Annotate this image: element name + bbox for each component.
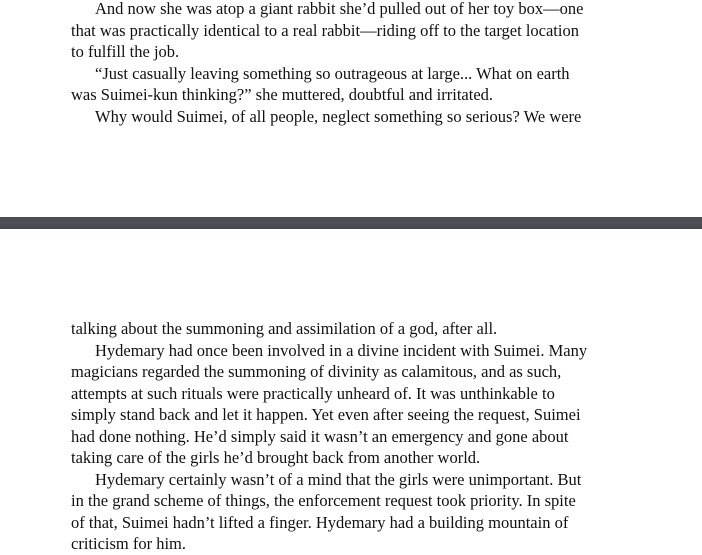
page-bottom-text bbox=[71, 318, 631, 555]
text-line: attempts at such rituals were practically unheard of. It was unthinkable to bbox=[71, 383, 555, 403]
page-bottom bbox=[0, 229, 702, 555]
text-line: Why would Suimei, of all people, neglect something so serious? We were bbox=[95, 106, 582, 126]
page-top-text bbox=[71, 0, 631, 127]
text-line: And now she was atop a giant rabbit she’d pulled out of her toy box—one bbox=[95, 0, 584, 18]
page-divider bbox=[0, 217, 702, 229]
page-top bbox=[0, 0, 702, 217]
text-line: in the grand scheme of things, the enforcement request took priority. In spite bbox=[71, 491, 576, 510]
text-line: taking care of the girls he’d brought back from another world. bbox=[71, 448, 481, 467]
text-line: to fulfill the job. bbox=[71, 42, 180, 61]
text-line: simply stand back and let it happen. Yet even after seeing the request, Suimei bbox=[71, 405, 581, 424]
text-line: criticism for him. bbox=[71, 534, 187, 553]
text-line: of that, Suimei hadn’t lifted a finger. Hydemary had a building mountain of bbox=[71, 512, 569, 532]
text-line: talking about the summoning and assimilation of a god, after all. bbox=[71, 319, 498, 338]
text-line: Hydemary had once been involved in a divine incident with Suimei. Many bbox=[95, 340, 588, 360]
text-line: that was practically identical to a real rabbit—riding off to the target location bbox=[71, 20, 579, 40]
text-line: “Just casually leaving something so outrageous at large... What on earth bbox=[95, 63, 570, 83]
text-line: was Suimei-kun thinking?” she muttered, doubtful and irritated. bbox=[71, 85, 494, 104]
text-line: had done nothing. He’d simply said it wasn’t an emergency and gone about bbox=[71, 426, 569, 446]
text-line: magicians regarded the summoning of divinity as calamitous, and as such, bbox=[71, 362, 562, 381]
text-line: Hydemary certainly wasn’t of a mind that the girls were unimportant. But bbox=[95, 469, 582, 489]
